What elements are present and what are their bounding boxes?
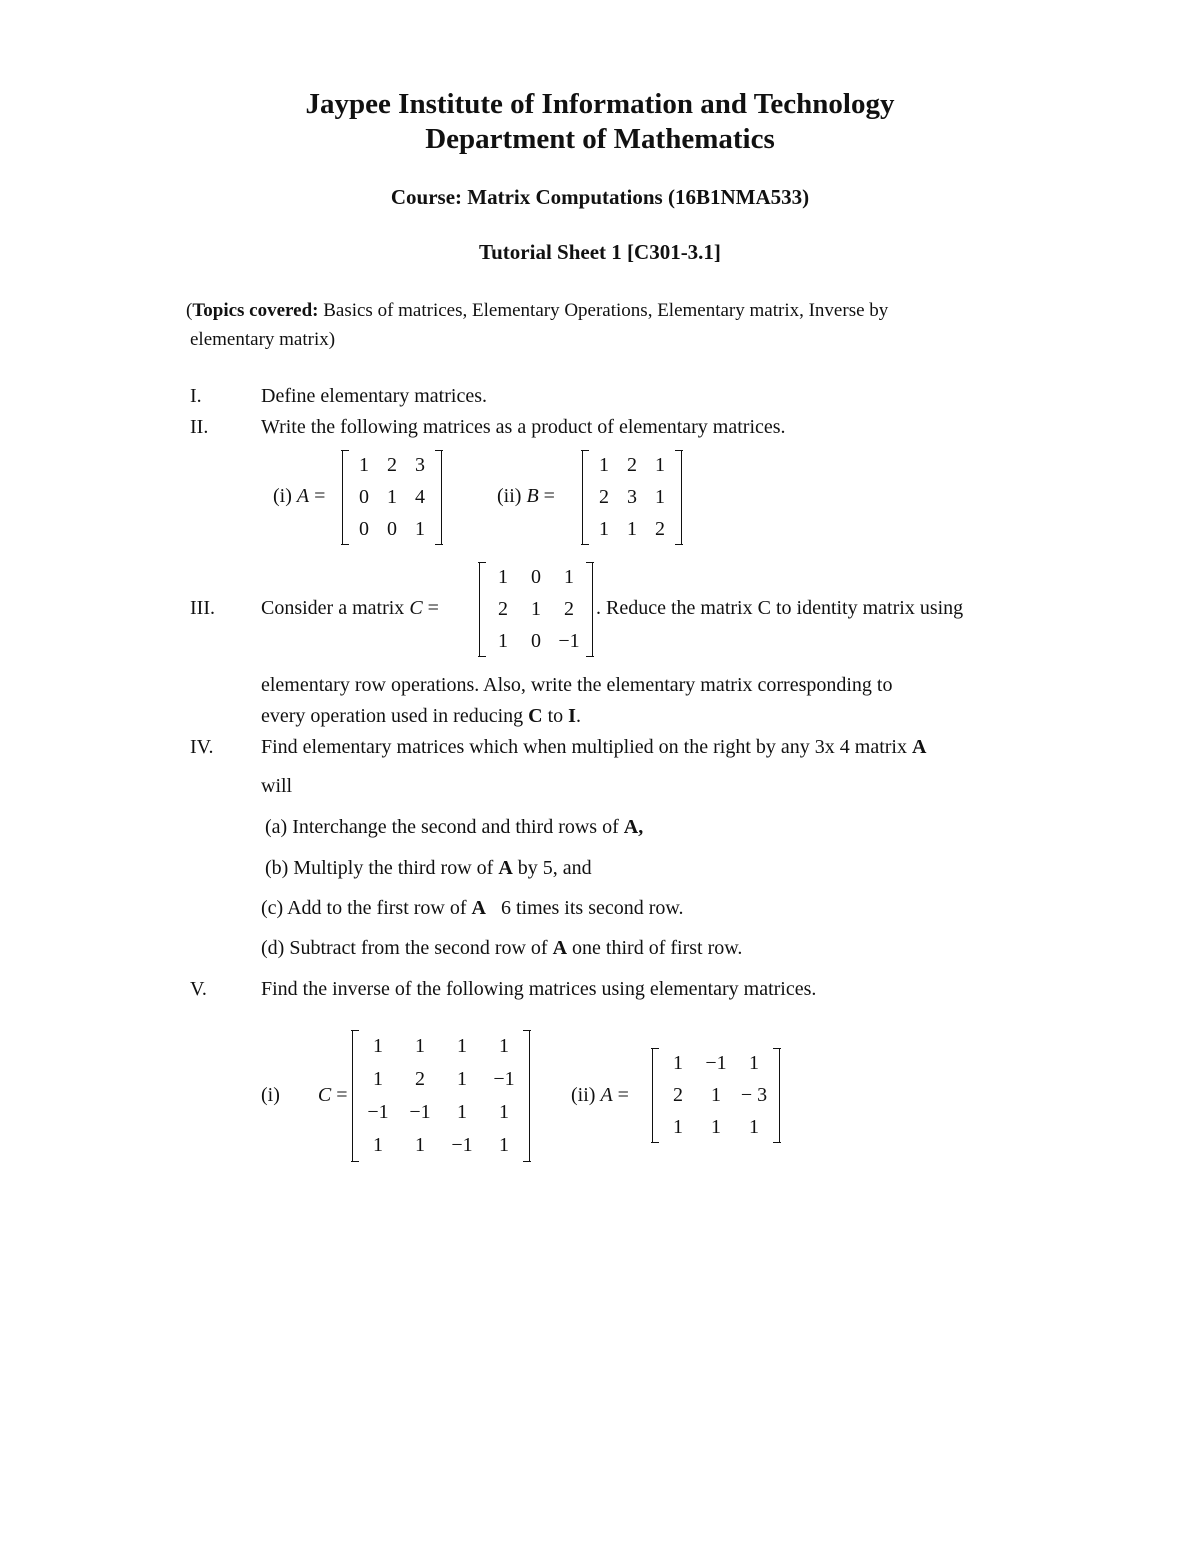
matrix-q5-a-cell: 1 [673,1115,683,1138]
matrix-q2-a-cell: 1 [387,485,397,508]
matrix-q3-c-cell: 1 [498,566,508,589]
matrix-q5-c [352,1030,530,1162]
matrix-q5-a-cell: 1 [711,1083,721,1106]
q3-line-3-mid: to [542,705,569,727]
matrix-q3-c-cell: 2 [564,597,574,620]
q5-number: V. [190,978,207,1000]
q4-part-a-pre: (a) Interchange the second and third rows of [265,816,624,838]
matrix-q5-c-cell: 1 [373,1134,383,1156]
matrix-q5-a-cell: 1 [673,1052,683,1075]
q5-var-a: A [600,1084,613,1106]
matrix-q2-b-cell: 2 [599,485,609,508]
matrix-q5-c-cell: 1 [415,1035,425,1057]
q5-var-c: C [317,1084,332,1106]
q4-part-b-bold: A [498,857,513,879]
q4-line-1-a: A [911,736,927,758]
matrix-q2-b-cell: 1 [599,517,609,540]
matrix-q2-b [582,450,682,545]
q2-part-i [273,485,325,508]
matrix-q3-c-row [480,625,592,657]
q5-part-i-label: (i) [261,1084,280,1106]
institute-title: Jaypee Institute of Information and Technology [305,88,895,120]
q4-part-c-bold: A [471,897,486,919]
matrix-q5-a-row [653,1111,779,1143]
matrix-q3-c-cell: 1 [564,566,574,589]
q3-line-3-i: I [568,705,576,727]
matrix-q5-a-row [653,1048,779,1080]
matrix-q2-a-row [343,482,441,514]
q2-part-ii-label: (ii) [497,485,522,507]
matrix-q5-c-cell: −1 [409,1101,431,1123]
matrix-q5-c-cell: 1 [457,1068,467,1090]
q4-line-1 [261,736,926,759]
q2-text: Write the following matrices as a product of elementary matrices. [261,416,786,438]
matrix-q2-a [342,450,442,545]
q1-number: I. [190,385,202,407]
q3-line-3-end: . [575,705,581,727]
topics-list: Basics of matrices, Elementary Operations, Elementary matrix, Inverse by [318,300,889,321]
course-title: Course: Matrix Computations (16B1NMA533) [390,185,810,209]
matrix-q3-c-row [480,562,592,594]
q3-eq: = [427,597,439,619]
matrix-q3-c-cell: 1 [531,597,541,620]
q4-part-a-bold: A, [623,816,644,838]
matrix-q5-c-cell: 1 [499,1035,509,1057]
q4-part-c [261,897,684,920]
q4-part-b-post: by 5, and [512,857,592,879]
topics-label: Topics covered: [192,300,319,321]
matrix-q2-a-cell: 0 [359,517,369,540]
matrix-q2-b-row [583,482,681,514]
matrix-q5-a-cell: 1 [749,1115,759,1138]
q4-part-b-pre: (b) Multiply the third row of [265,857,499,879]
matrix-q5-c-cell: 2 [415,1068,425,1090]
department-title: Department of Mathematics [425,123,775,155]
q5-eq-a: = [617,1084,629,1106]
q4-line-1-pre: Find elementary matrices which when multiplied on the right by any 3x 4 matrix [261,736,912,758]
q4-part-c-post: 6 times its second row. [485,897,684,919]
q5-part-ii [571,1084,629,1107]
matrix-q3-c-row [480,594,592,626]
q4-part-d [261,937,742,960]
matrix-q2-a-cell: 1 [415,517,425,540]
matrix-q5-a-cell: −1 [705,1052,727,1075]
matrix-q5-c-cell: 1 [499,1101,509,1123]
q2-part-i-label: (i) [273,485,292,507]
q3-line-3-c: C [528,705,543,727]
matrix-q5-c-cell: −1 [367,1101,389,1123]
matrix-q2-a-row [343,450,441,482]
matrix-q5-c-row [353,1096,529,1129]
matrix-q2-b-cell: 1 [599,454,609,477]
matrix-q2-b-cell: 2 [655,517,665,540]
matrix-q2-a-cell: 4 [415,485,425,508]
matrix-q5-a-cell: 1 [749,1052,759,1075]
matrix-q5-c-cell: 1 [457,1101,467,1123]
matrix-q5-c-cell: 1 [457,1035,467,1057]
matrix-q2-a-cell: 0 [387,517,397,540]
matrix-q2-a-cell: 1 [359,454,369,477]
matrix-q2-b-row [583,450,681,482]
matrix-q2-b-cell: 3 [627,485,637,508]
q4-part-d-post: one third of first row. [567,937,743,959]
q4-number: IV. [190,736,214,758]
matrix-q2-a-cell: 3 [415,454,425,477]
q1-text: Define elementary matrices. [261,385,487,407]
matrix-q2-b-row [583,513,681,545]
q3-prefix-text: Consider a matrix [261,597,405,619]
q4-part-d-bold: A [552,937,568,959]
sheet-title: Tutorial Sheet 1 [C301-3.1] [479,240,721,264]
q2-var-b: B [526,485,539,507]
matrix-q3-c [479,562,593,657]
matrix-q5-c-row [353,1063,529,1096]
matrix-q3-c-cell: 2 [498,597,508,620]
q3-prefix [261,597,439,620]
topics-open: ( [186,300,193,321]
q5-eq-c: = [336,1084,348,1106]
matrix-q5-c-cell: −1 [451,1134,473,1156]
matrix-q5-a-row [653,1080,779,1112]
topics-line-2: elementary matrix) [190,329,336,350]
q3-number: III. [190,597,215,619]
matrix-q3-c-cell: 0 [531,629,541,652]
matrix-q5-c-cell: −1 [493,1068,515,1090]
q5-part-ii-label: (ii) [571,1084,596,1106]
q3-suffix: . Reduce the matrix C to identity matrix using [596,597,964,619]
matrix-q5-c-row [353,1129,529,1162]
matrix-q5-a-cell: 1 [711,1115,721,1138]
q2-var-a: A [296,485,310,507]
q2-number: II. [190,416,209,438]
topics-line-1 [186,300,888,322]
q3-line-3 [261,705,581,728]
matrix-q2-a-row [343,513,441,545]
matrix-q5-c-cell: 1 [373,1035,383,1057]
matrix-q3-c-cell: 1 [498,629,508,652]
q3-line-3-pre: every operation used in reducing [261,705,529,727]
q4-part-d-pre: (d) Subtract from the second row of [261,937,553,959]
matrix-q2-b-cell: 2 [627,454,637,477]
matrix-q3-c-cell: −1 [558,629,580,652]
q3-var-c: C [409,597,423,619]
q2-eq-b: = [543,485,555,507]
matrix-q5-a [652,1048,780,1143]
matrix-q5-a-cell: − 3 [740,1083,768,1106]
matrix-q5-c-row [353,1030,529,1063]
q2-part-ii [497,485,555,508]
q4-line-2: will [261,775,293,797]
q4-part-c-pre: (c) Add to the first row of [261,897,472,919]
matrix-q5-c-cell: 1 [373,1068,383,1090]
matrix-q2-b-cell: 1 [655,454,665,477]
matrix-q2-b-cell: 1 [627,517,637,540]
matrix-q3-c-cell: 0 [531,566,541,589]
q2-eq-a: = [314,485,326,507]
matrix-q2-a-cell: 0 [359,485,369,508]
q4-part-b [265,857,592,880]
q4-part-a [265,816,643,839]
matrix-q5-c-cell: 1 [499,1134,509,1156]
q5-text: Find the inverse of the following matrices using elementary matrices. [261,978,817,1000]
q3-line-2: elementary row operations. Also, write the elementary matrix corresponding to [261,674,893,696]
matrix-q5-a-cell: 2 [673,1083,683,1106]
matrix-q5-c-cell: 1 [415,1134,425,1156]
matrix-q2-b-cell: 1 [655,485,665,508]
matrix-q2-a-cell: 2 [387,454,397,477]
q5-part-i [261,1084,348,1107]
